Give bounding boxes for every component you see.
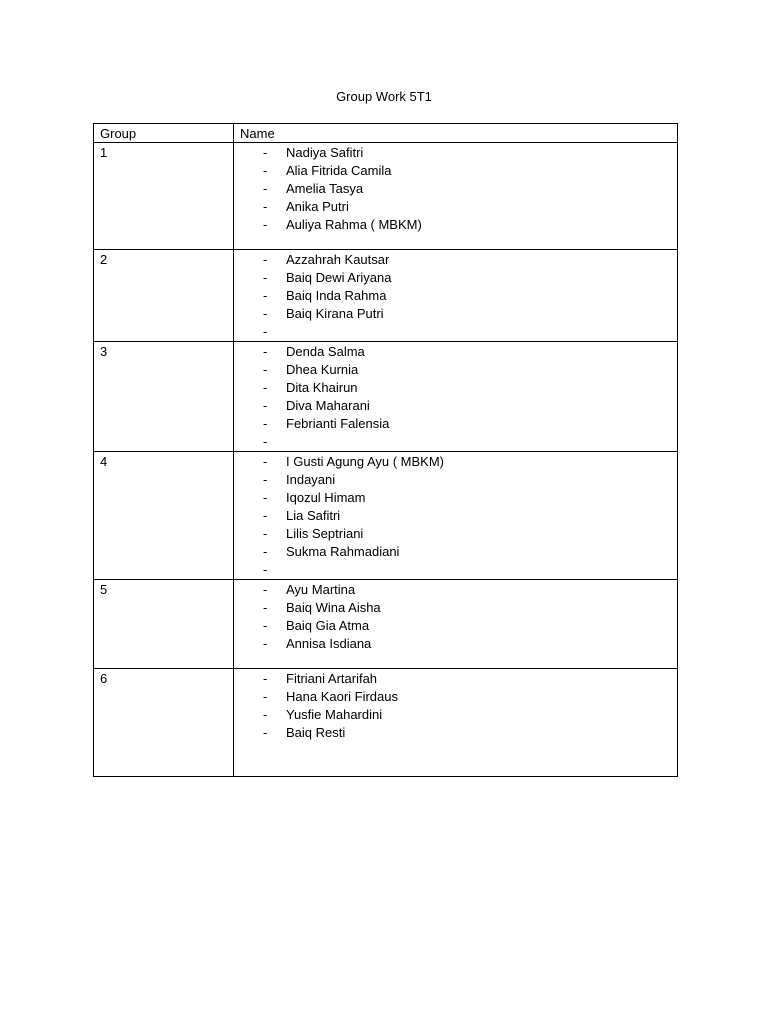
member-name: Nadiya Safitri: [286, 145, 364, 160]
list-item: [234, 198, 677, 216]
group-cell: [94, 452, 234, 580]
list-item: [234, 305, 677, 323]
group-number: 4: [100, 454, 108, 469]
member-list: [234, 250, 677, 341]
member-name: Baiq Inda Rahma: [286, 288, 387, 303]
member-list: [234, 669, 677, 742]
list-item: [234, 706, 677, 724]
group-number: 6: [100, 671, 108, 686]
table-row: [94, 452, 678, 580]
list-item: [234, 599, 677, 617]
bullet-dash: -: [263, 472, 268, 487]
bullet-dash: -: [263, 454, 268, 469]
list-item: [234, 251, 677, 269]
list-item: [234, 180, 677, 198]
member-name: Baiq Wina Aisha: [286, 600, 381, 615]
table-row: [94, 342, 678, 452]
list-item: [234, 543, 677, 561]
header-name: [234, 124, 678, 143]
bullet-dash: -: [263, 526, 268, 541]
member-name: Alia Fitrida Camila: [286, 163, 392, 178]
list-item: [234, 162, 677, 180]
list-item: [234, 617, 677, 635]
list-item: [234, 561, 677, 579]
bullet-dash: -: [263, 380, 268, 395]
table-row: [94, 580, 678, 669]
bullet-dash: -: [263, 671, 268, 686]
group-number: 3: [100, 344, 108, 359]
bullet-dash: -: [263, 163, 268, 178]
members-cell: [234, 452, 678, 580]
group-cell: [94, 250, 234, 342]
member-list: [234, 452, 677, 579]
bullet-dash: -: [263, 199, 268, 214]
group-cell: [94, 669, 234, 777]
bullet-dash: -: [263, 145, 268, 160]
member-name: Yusfie Mahardini: [286, 707, 383, 722]
bullet-dash: -: [263, 270, 268, 285]
list-item: [234, 343, 677, 361]
table-header-row: [94, 124, 678, 143]
group-table: [93, 123, 678, 777]
bullet-dash: -: [263, 217, 268, 232]
group-cell: [94, 342, 234, 452]
list-item: [234, 688, 677, 706]
list-item: [234, 489, 677, 507]
bullet-dash: -: [263, 434, 268, 449]
bullet-dash: -: [263, 508, 268, 523]
bullet-dash: -: [263, 582, 268, 597]
bullet-dash: -: [263, 544, 268, 559]
bullet-dash: -: [263, 562, 268, 577]
bullet-dash: -: [263, 636, 268, 651]
header-group-label: Group: [100, 126, 137, 141]
bullet-dash: -: [263, 490, 268, 505]
list-item: [234, 397, 677, 415]
member-name: Baiq Resti: [286, 725, 346, 740]
list-item: [234, 216, 677, 234]
member-name: Fitriani Artarifah: [286, 671, 378, 686]
list-item: [234, 415, 677, 433]
page-title: Group Work 5T1: [336, 89, 432, 104]
header-name-label: Name: [240, 126, 275, 141]
bullet-dash: -: [263, 725, 268, 740]
member-name: Amelia Tasya: [286, 181, 364, 196]
bullet-dash: -: [263, 181, 268, 196]
bullet-dash: -: [263, 252, 268, 267]
list-item: [234, 144, 677, 162]
members-cell: [234, 580, 678, 669]
member-name: I Gusti Agung Ayu ( MBKM): [286, 454, 444, 469]
bullet-dash: -: [263, 324, 268, 339]
bullet-dash: -: [263, 344, 268, 359]
member-name: Indayani: [286, 472, 336, 487]
list-item: [234, 361, 677, 379]
member-name: Ayu Martina: [286, 582, 356, 597]
member-name: Lilis Septriani: [286, 526, 364, 541]
members-cell: [234, 143, 678, 250]
group-number: 5: [100, 582, 108, 597]
member-name: Febrianti Falensia: [286, 416, 390, 431]
member-name: Diva Maharani: [286, 398, 370, 413]
bullet-dash: -: [263, 416, 268, 431]
member-name: Baiq Kirana Putri: [286, 306, 384, 321]
table-row: [94, 143, 678, 250]
member-name: Dita Khairun: [286, 380, 358, 395]
list-item: [234, 471, 677, 489]
group-cell: [94, 143, 234, 250]
members-cell: [234, 250, 678, 342]
member-name: Annisa Isdiana: [286, 636, 372, 651]
bullet-dash: -: [263, 600, 268, 615]
member-list: [234, 342, 677, 451]
table-row: [94, 669, 678, 777]
bullet-dash: -: [263, 689, 268, 704]
bullet-dash: -: [263, 618, 268, 633]
list-item: [234, 453, 677, 471]
member-name: Hana Kaori Firdaus: [286, 689, 398, 704]
member-list: [234, 143, 677, 234]
table-row: [94, 250, 678, 342]
bullet-dash: -: [263, 306, 268, 321]
header-group: [94, 124, 234, 143]
member-name: Azzahrah Kautsar: [286, 252, 390, 267]
list-item: [234, 525, 677, 543]
member-name: Iqozul Himam: [286, 490, 366, 505]
list-item: [234, 670, 677, 688]
members-cell: [234, 342, 678, 452]
member-name: Lia Safitri: [286, 508, 341, 523]
member-name: Dhea Kurnia: [286, 362, 359, 377]
bullet-dash: -: [263, 288, 268, 303]
list-item: [234, 507, 677, 525]
member-name: Sukma Rahmadiani: [286, 544, 400, 559]
member-name: Baiq Dewi Ariyana: [286, 270, 392, 285]
list-item: [234, 269, 677, 287]
member-name: Denda Salma: [286, 344, 365, 359]
bullet-dash: -: [263, 707, 268, 722]
list-item: [234, 379, 677, 397]
group-cell: [94, 580, 234, 669]
members-cell: [234, 669, 678, 777]
member-name: Auliya Rahma ( MBKM): [286, 217, 422, 232]
list-item: [234, 433, 677, 451]
list-item: [234, 635, 677, 653]
list-item: [234, 287, 677, 305]
list-item: [234, 581, 677, 599]
list-item: [234, 323, 677, 341]
member-name: Anika Putri: [286, 199, 349, 214]
member-list: [234, 580, 677, 653]
group-number: 1: [100, 145, 108, 160]
list-item: [234, 724, 677, 742]
group-number: 2: [100, 252, 108, 267]
bullet-dash: -: [263, 398, 268, 413]
bullet-dash: -: [263, 362, 268, 377]
member-name: Baiq Gia Atma: [286, 618, 370, 633]
